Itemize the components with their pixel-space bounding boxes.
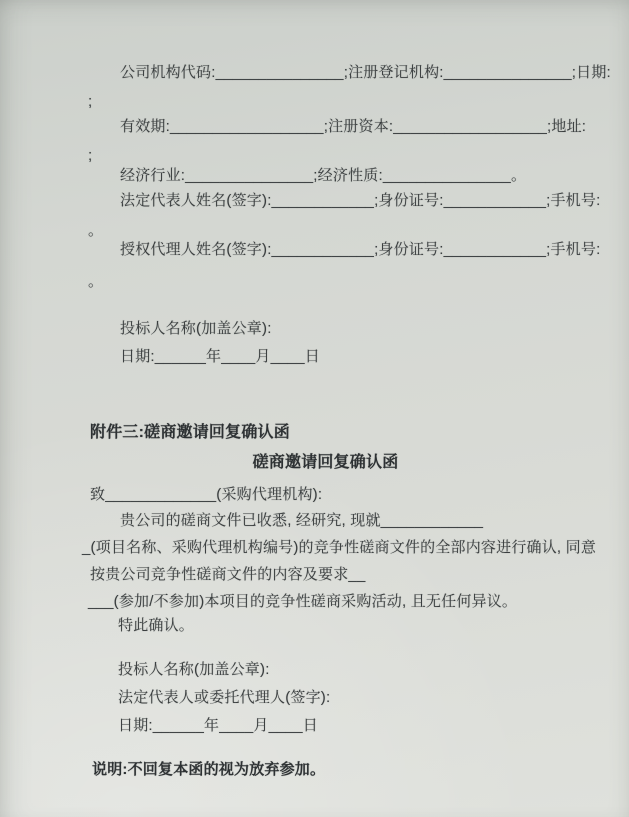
attachment3-para-line2: _(项目名称、采购代理机构编号)的竞争性磋商文件的全部内容进行确认, 同意 bbox=[82, 539, 597, 556]
attachment3-title: 磋商邀请回复确认函 bbox=[252, 454, 399, 471]
form-wrap-period-2: 。 bbox=[88, 273, 104, 290]
form-line-bidder-name: 投标人名称(加盖公章): bbox=[120, 320, 272, 337]
form-line-date: 日期:______年____月____日 bbox=[120, 348, 320, 365]
form-line-org-code: 公司机构代码:_______________;注册登记机构:_______________;日期: bbox=[120, 64, 611, 81]
form-line-legal-rep: 法定代表人姓名(签字):____________;身份证号:____________;手机号: bbox=[120, 192, 601, 209]
attachment3-para-line3: 按贵公司竞争性磋商文件的内容及要求__ bbox=[90, 566, 366, 583]
form-line-agent: 授权代理人姓名(签字):____________;身份证号:____________;手机号: bbox=[120, 241, 601, 258]
attachment3-line-to: 致_____________(采购代理机构): bbox=[90, 486, 323, 503]
attachment3-para-line4: ___(参加/不参加)本项目的竞争性磋商采购活动, 且无任何异议。 bbox=[88, 593, 518, 610]
form-wrap-semicolon-2: ; bbox=[88, 147, 93, 164]
attachment3-note: 说明:不回复本函的视为放弃参加。 bbox=[92, 761, 326, 778]
attachment3-sign-legal-rep: 法定代表人或委托代理人(签字): bbox=[118, 689, 331, 706]
form-line-validity: 有效期:__________________;注册资本:__________________;地址: bbox=[120, 118, 587, 135]
attachment3-para-line5: 特此确认。 bbox=[118, 617, 195, 634]
form-wrap-period-1: 。 bbox=[88, 222, 104, 239]
attachment3-heading: 附件三:磋商邀请回复确认函 bbox=[90, 424, 290, 441]
form-wrap-semicolon-1: ; bbox=[88, 93, 93, 110]
form-line-industry: 经济行业:_______________;经济性质:_______________。 bbox=[120, 167, 527, 184]
attachment3-para-line1: 贵公司的磋商文件已收悉, 经研究, 现就____________ bbox=[120, 512, 484, 529]
attachment3-sign-date: 日期:______年____月____日 bbox=[118, 717, 318, 734]
attachment3-sign-bidder-name: 投标人名称(加盖公章): bbox=[118, 661, 270, 678]
